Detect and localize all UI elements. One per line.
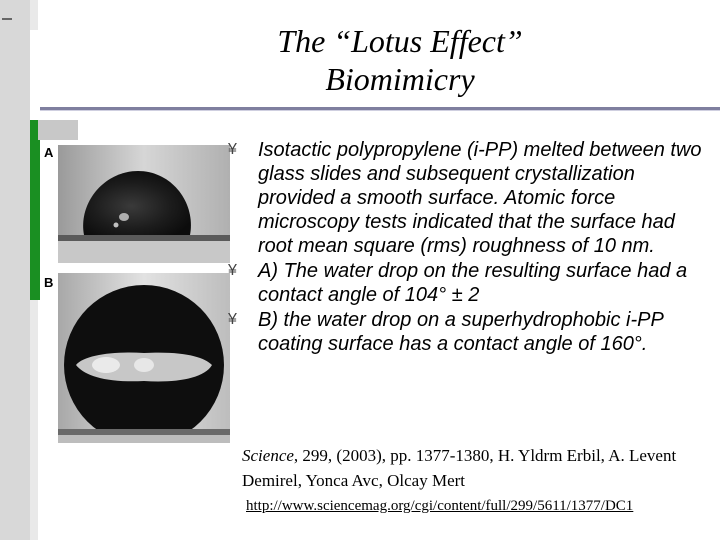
- citation-details: , 299, (2003), pp. 1377-1380, H. Yldrm Erbil, A. Levent Demirel, Yonca Avc, Olcay Mert: [242, 446, 677, 490]
- bullet-text: B) the water drop on a superhydrophobic i-PP coating surface has a contact angle of 160°.: [258, 309, 664, 355]
- droplet-photo: [44, 143, 230, 443]
- left-accent-green-bar: [30, 120, 40, 300]
- bullet-list: [228, 138, 708, 357]
- citation-journal: Science: [242, 446, 294, 465]
- bullet-marker: ¥: [228, 141, 237, 158]
- left-decor-bar: [0, 0, 30, 540]
- bullet-item: [228, 308, 708, 356]
- corner-tick: [2, 18, 12, 20]
- slide-title: [180, 22, 620, 98]
- substrate-a: [58, 235, 230, 241]
- bullet-marker: ¥: [228, 311, 237, 328]
- bullet-marker: ¥: [228, 262, 237, 279]
- title-rule-shadow: [40, 110, 720, 111]
- droplet-images: [44, 143, 230, 443]
- slide-title-line1: The “Lotus Effect”: [277, 23, 523, 59]
- bullet-text: A) The water drop on the resulting surface had a contact angle of 104° ± 2: [258, 260, 688, 306]
- slide-title-line2: Biomimicry: [325, 61, 475, 97]
- bullet-text: Isotactic polypropylene (i-PP) melted between two glass slides and subsequent crystallization provided a smooth surface. Atomic force microscopy tests indicated that the surface had root mean square (rms) roughness of 10 nm.: [258, 139, 702, 257]
- left-decor-gray-block: [38, 120, 78, 140]
- citation-link[interactable]: http://www.sciencemag.org/cgi/content/full/299/5611/1377/DC1: [246, 498, 634, 514]
- bullet-item: [228, 259, 708, 307]
- bullet-item: [228, 138, 708, 258]
- substrate-b: [58, 429, 230, 435]
- citation: [242, 443, 712, 493]
- panel-label-a: A: [44, 145, 54, 160]
- panel-label-b: B: [44, 275, 54, 290]
